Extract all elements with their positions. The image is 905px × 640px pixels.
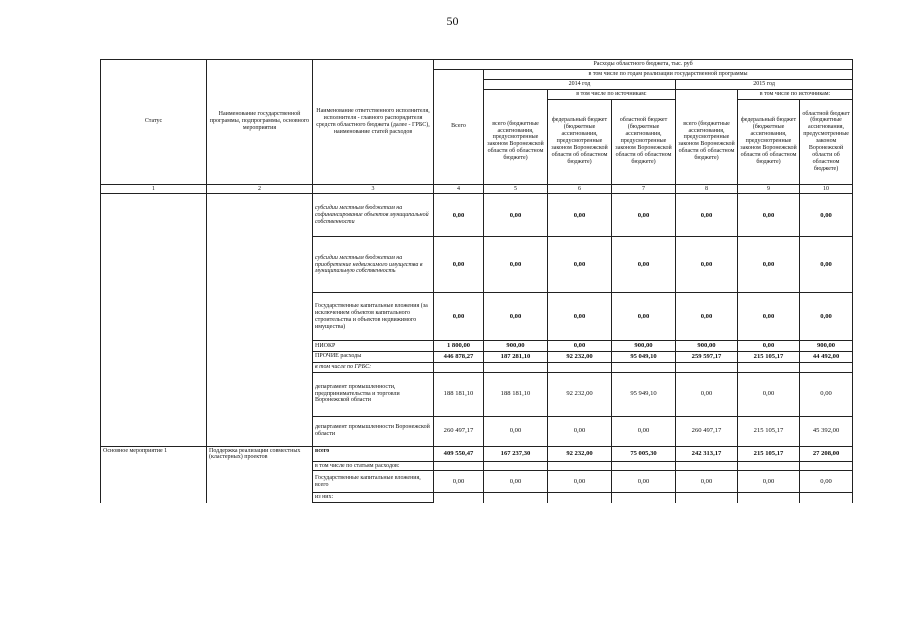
header-by-sources-2014: в том числе по источникам: [548,89,676,99]
value-2015-federal: 0,00 [738,293,800,341]
header-expenses-title: Расходы областного бюджета, тыс. руб [434,60,853,70]
value-2014-total: 167 237,30 [484,446,548,461]
table-row [101,194,853,237]
value-2015-regional: 45 392,00 [800,416,853,446]
value-2015-regional: 0,00 [800,372,853,416]
row-name: в том числе по статьям расходов: [313,461,434,471]
value-2014-regional: 0,00 [612,194,676,237]
value-2015-regional: 27 208,00 [800,446,853,461]
value-total: 0,00 [434,471,484,493]
col-number: 1 [101,184,207,194]
program-cell [207,194,313,446]
col-number: 2 [207,184,313,194]
row-name: в том числе по ГРБС: [313,362,434,372]
value-2015-total: 259 597,17 [676,352,738,363]
value-2015-federal: 0,00 [738,194,800,237]
value-total: 409 550,47 [434,446,484,461]
row-name: из них: [313,493,434,503]
value-2014-regional: 0,00 [612,237,676,293]
value-2015-total: 260 497,17 [676,416,738,446]
value-2014-regional: 0,00 [612,416,676,446]
value-2014-total: 0,00 [484,471,548,493]
value-2015-total: 0,00 [676,293,738,341]
value-2014-total: 0,00 [484,237,548,293]
value-2014-total: 0,00 [484,416,548,446]
value-2014-regional: 900,00 [612,341,676,352]
value-2015-regional: 0,00 [800,471,853,493]
value-2014-federal: 0,00 [548,471,612,493]
value-total: 446 878,27 [434,352,484,363]
value-2014-federal: 0,00 [548,194,612,237]
row-name: Государственные капитальные вложения (за исключением объектов капитального строительства и объектов недвижимого имущества) [313,293,434,341]
value-total: 188 181,10 [434,372,484,416]
col-number: 10 [800,184,853,194]
col-number: 5 [484,184,548,194]
page-number: 50 [446,14,459,28]
header-by-years: в том числе по годам реализации государственной программы [484,69,853,79]
value-2014-regional: 95 049,10 [612,352,676,363]
value-2014-total: 188 181,10 [484,372,548,416]
header-program-name: Наименование государственной программы, подпрограммы, основного мероприятия [207,60,313,185]
value-2014-federal: 92 232,00 [548,372,612,416]
value-total: 260 497,17 [434,416,484,446]
value-2015-total: 900,00 [676,341,738,352]
value-2014-total: 187 281,10 [484,352,548,363]
value-2015-regional: 0,00 [800,293,853,341]
value-2014-federal: 0,00 [548,237,612,293]
value-2015-regional: 0,00 [800,194,853,237]
col-number: 8 [676,184,738,194]
header-status: Статус [101,60,207,185]
value-2014-federal: 0,00 [548,293,612,341]
row-name: всего [313,446,434,461]
col-number: 9 [738,184,800,194]
program-cell: Поддержка реализации совместных (кластерных) проектов [207,446,313,503]
header-col-10: областной бюджет (бюджетные ассигнования, предусмотренные законом Воронежской области об областном бюджете) [800,99,853,184]
header-col-5: всего (бюджетные ассигнования, предусмотренные законом Воронежской области об областном бюджете) [484,99,548,184]
budget-table [100,59,853,503]
header-col-8: всего (бюджетные ассигнования, предусмотренные законом Воронежской области об областном бюджете) [676,99,738,184]
value-2015-regional: 900,00 [800,341,853,352]
value-2015-federal: 215 105,17 [738,416,800,446]
value-2014-federal: 0,00 [548,416,612,446]
col-number: 6 [548,184,612,194]
value-total: 0,00 [434,194,484,237]
value-2015-total: 242 313,17 [676,446,738,461]
header-year-2014: 2014 год [484,79,676,89]
row-name: Государственные капитальные вложения, всего [313,471,434,493]
value-2015-federal: 215 105,17 [738,352,800,363]
row-name: ПРОЧИЕ расходы [313,352,434,363]
col-number: 4 [434,184,484,194]
value-2015-total: 0,00 [676,372,738,416]
row-name: НИОКР [313,341,434,352]
header-col-6: федеральный бюджет (бюджетные ассигнования, предусмотренные законом Воронежской области об областном бюджете) [548,99,612,184]
value-2015-federal: 0,00 [738,237,800,293]
col-number: 7 [612,184,676,194]
row-name: субсидии местным бюджетам на приобретение недвижимого имущества в муниципальную собственность [313,237,434,293]
value-2014-regional: 95 949,10 [612,372,676,416]
value-2015-federal: 0,00 [738,372,800,416]
value-2014-total: 0,00 [484,293,548,341]
col-number: 3 [313,184,434,194]
value-2014-total: 0,00 [484,194,548,237]
value-2015-total: 0,00 [676,194,738,237]
column-number-row [101,184,853,194]
header-total: Всего [434,69,484,184]
header-col-9: федеральный бюджет (бюджетные ассигнования, предусмотренные законом Воронежской области об областном бюджете) [738,99,800,184]
header-by-sources-2015: в том числе по источникам: [738,89,853,99]
header-executor: Наименование ответственного исполнителя, исполнителя - главного распорядителя средств областного бюджета (далее - ГРБС), наименование статей расходов [313,60,434,185]
value-total: 0,00 [434,237,484,293]
value-total: 1 800,00 [434,341,484,352]
value-2015-regional: 44 492,00 [800,352,853,363]
value-total: 0,00 [434,293,484,341]
header-col-7: областной бюджет (бюджетные ассигнования, предусмотренные законом Воронежской области об областном бюджете) [612,99,676,184]
value-2014-regional: 0,00 [612,471,676,493]
value-2014-federal: 0,00 [548,341,612,352]
row-name: субсидии местным бюджетам на софинансирование объектов муниципальной собственности [313,194,434,237]
status-cell: Основное мероприятие 1 [101,446,207,503]
value-2014-regional: 75 005,30 [612,446,676,461]
value-2015-total: 0,00 [676,237,738,293]
status-cell [101,194,207,446]
row-name: департамент промышленности Воронежской области [313,416,434,446]
header-year-2015: 2015 год [676,79,853,89]
value-2015-federal: 215 105,17 [738,446,800,461]
value-2014-federal: 92 232,00 [548,446,612,461]
value-2015-federal: 0,00 [738,341,800,352]
value-2015-federal: 0,00 [738,471,800,493]
value-2015-regional: 0,00 [800,237,853,293]
table-row [101,446,853,461]
value-2015-total: 0,00 [676,471,738,493]
value-2014-federal: 92 232,00 [548,352,612,363]
row-name: департамент промышленности, предпринимательства и торговли Воронежской области [313,372,434,416]
value-2014-total: 900,00 [484,341,548,352]
value-2014-regional: 0,00 [612,293,676,341]
